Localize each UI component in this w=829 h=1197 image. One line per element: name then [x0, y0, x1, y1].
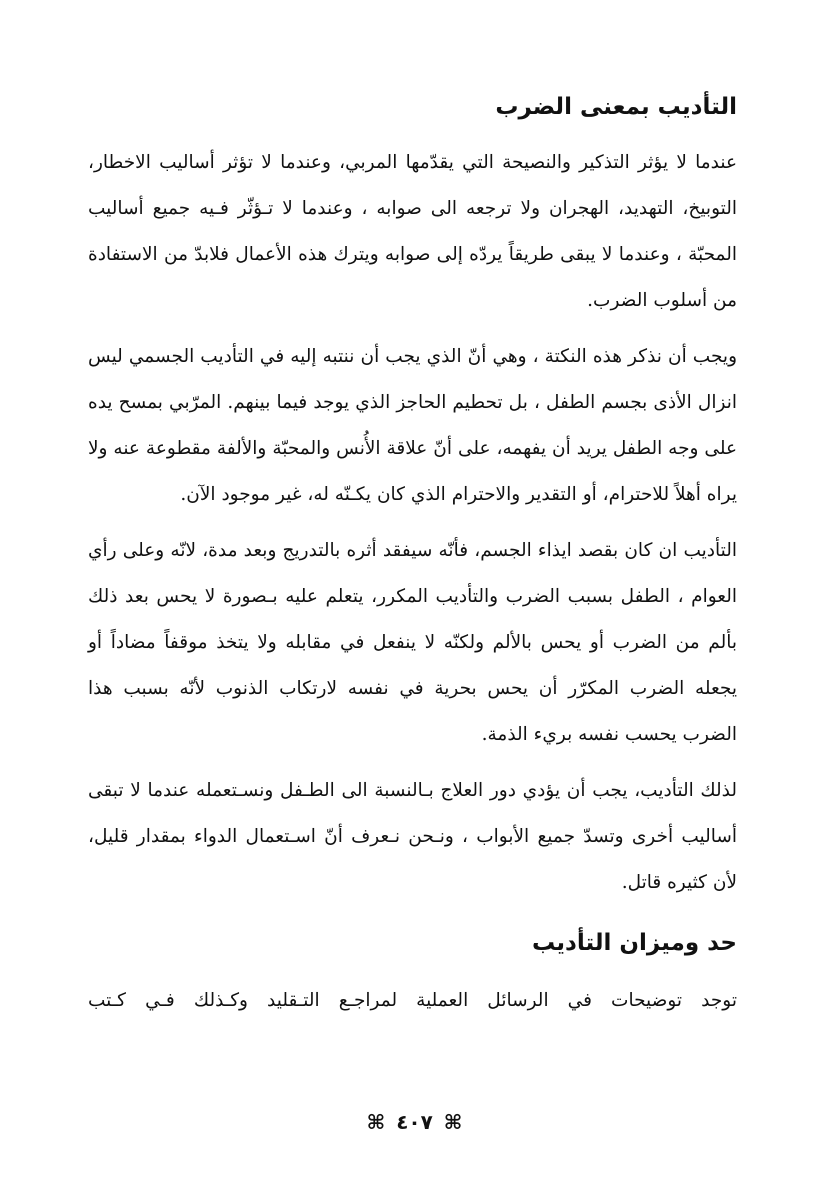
page-body — [88, 80, 737, 1197]
paragraph-5: توجد توضيحات في الرسائل العملية لمراجـع التـقليد وكـذلك فـي كـتب — [88, 990, 737, 1011]
paragraph-4: لذلك التأديب، يجب أن يؤدي دور العلاج بـالنسبة الى الطـفل ونسـتعمله عندما لا تبقى أساليب أخرى وتسدّ جميع الأبواب ، ونـحن نـعرف أنّ اسـتعمال الدواء بمقدار قليل، لأن كثيره قاتل. — [88, 780, 737, 893]
ornament-icon: ⌘ — [366, 1110, 386, 1134]
paragraph-2: ويجب أن نذكر هذه النكتة ، وهي أنّ الذي يجب أن ننتبه إليه في التأديب الجسمي ليس انزال الأذى بجسم الطفل ، بل تحطيم الحاجز الذي يوجد فيما بينهم. المرّبي بمسح يده على وجه الطفل يريد أن يفهمه، على أنّ علاقة الأُنس والمحبّة والألفة مقطوعة عنه ولا يراه أهلاً للاحترام، أو التقدير والاحترام الذي كان يكـنّه له، غير موجود الآن. — [88, 346, 737, 505]
paragraph-3: التأديب ان كان بقصد ايذاء الجسم، فأنّه سيفقد أثره بالتدريج وبعد مدة، لانّه وعلى رأي العوام ، الطفل بسبب الضرب والتأديب المكرر، يتعلم عليه بـصورة لا يحس بعد ذلك بألم من الضرب أو يحس بالألم ولكنّه لا ينفعل في مقابله ولا يتخذ موقفاً مضاداً أو يجعله الضرب المكرّر أن يحس بحرية في نفسه لارتكاب الذنوب لأنّه بسبب هذا الضرب يحسب نفسه بريء الذمة. — [88, 540, 737, 745]
page-number: ٤٠٧ — [396, 1110, 433, 1134]
ornament-icon: ⌘ — [443, 1110, 463, 1134]
section-heading-limits-of-discipline: حد وميزان التأديب — [532, 930, 737, 956]
page-footer — [0, 1110, 829, 1134]
section-heading-discipline-by-hitting: التأديب بمعنى الضرب — [495, 94, 737, 120]
paragraph-1: عندما لا يؤثر التذكير والنصيحة التي يقدّمها المربي، وعندما لا تؤثر أساليب الاخطار، التوبيخ، التهديد، الهجران ولا ترجعه الى صوابه ، وعندما لا تـؤثّر فـيه جميع أساليب المحبّة ، وعندما لا يبقى طريقاً يردّه إلى صوابه ويترك هذه الأعمال فلابدّ من الاستفادة من أسلوب الضرب. — [88, 152, 737, 311]
